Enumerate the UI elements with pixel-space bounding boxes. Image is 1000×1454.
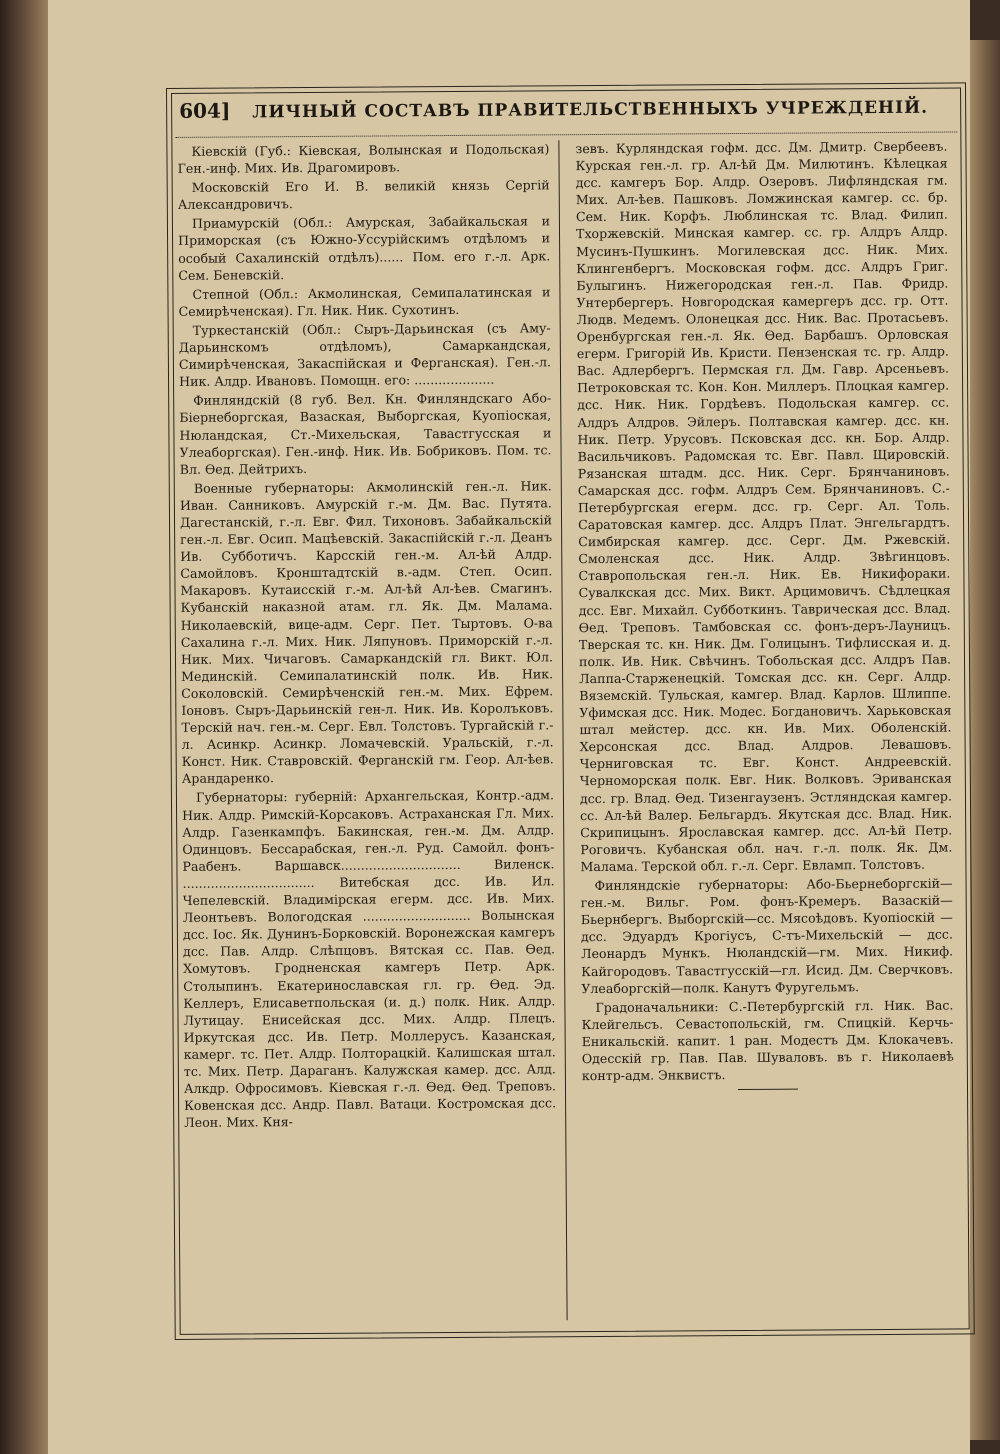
paragraph: Приамурскій (Обл.: Амурская, Забайкальская и Приморская (съ Южно-Уссурійскимъ отдѣломъ и особый Сахалинскій отдѣлъ)...... Пом. его г.-л. Арк. Сем. Беневскій. bbox=[178, 213, 551, 283]
paragraph: Степной (Обл.: Акмолинская, Семипалатинская и Семирѣченская). Гл. Ник. Ник. Сухотинъ. bbox=[178, 284, 551, 319]
paragraph: зевъ. Курляндская гофм. дсс. Дм. Дмитр. Свербеевъ. Курская ген.-л. гр. Ал-ѣй Дм. Милютинъ. Кѣлецкая дсс. камгеръ Бор. Алдр. Озеровъ. Лифляндская гм. Мих. Ал-ѣев. Пашковъ. Ломжинская камгер. сс. бр. Сем. Ник. Корфъ. Люблинская тс. Влад. Филип. Тхоржевскій. Минская камгер. сс. гр. Алдръ Алдр. Мусинъ-Пушкинъ. Могилевская дсс. Ник. Мих. Клингенбергъ. Московская гофм. дсс. Алдръ Григ. Булыгинъ. Нижегородская ген.-л. Пав. Фридр. Унтербергеръ. Новгородская камергеръ дсс. гр. Отт. Людв. Медемъ. Олонецкая дсс. Ник. Вас. Протасьевъ. Оренбургская ген.-л. Як. Ѳед. Барбашъ. Орловская егерм. Григорій Ив. Кристи. Пензенская тс. гр. Алдр. Вас. Адлербергъ. Пермская гл. Дм. Гавр. Арсеньевъ. Петроковская тс. Кон. Кон. Миллеръ. Плоцкая камгер. дсс. Ник. Ник. Гордѣевъ. Подольская камгер. сс. Алдръ Алдров. Эйлеръ. Полтавская камгер. дсс. кн. Ник. Петр. Урусовъ. Псковская дсс. кн. Бор. Алдр. Васильчиковъ. Радомская тс. Евг. Павл. Щировскій. Рязанская штадм. дсс. Ник. Серг. Брянчаниновъ. Самарская дсс. гофм. Алдръ Сем. Брянчаниновъ. С.-Петербургская егерм. дсс. гр. Серг. Ал. Толь. Саратовская камгер. дсс. Алдръ Плат. Энгельгардтъ. Симбирская камгер. дсс. Серг. Дм. Ржевскій. Смоленская дсс. Ник. Алдр. Звѣгинцовъ. Ставропольская ген.-л. Ник. Ев. Никифораки. Сувалкская дсс. Мих. Викт. Арцимовичъ. Сѣдлецкая дсс. Евг. Михайл. Субботкинъ. Таврическая дсс. Влад. Ѳед. Треповъ. Тамбовская сс. фонъ-деръ-Лауницъ. Тверская тс. кн. Ник. Дм. Голицынъ. Тифлисская и. д. полк. Ив. Ник. Свѣчинъ. Тобольская дсс. Алдръ Пав. Лаппа-Старженецкій. Томская дсс. кн. Серг. Алдр. Вяземскій. Тульская, камгер. Влад. Карлов. Шлиппе. Уфимская дсс. Ник. Модес. Богдановичъ. Харьковская штал мейстер. дсс. кн. Ив. Мих. Оболенскій. Херсонская дсс. Влад. Алдров. Левашовъ. Черниговская тс. Евг. Конст. Андреевскій. Черноморская полк. Евг. Ник. Волковъ. Эриванская дсс. гр. Влад. Ѳед. Тизенгаузенъ. Эстляндская камгер. сс. Ал-ѣй Валер. Бельгардъ. Якутская дсс. Влад. Ник. Скрипицынъ. Ярославская камгер. дсс. Ал-ѣй Петр. Роговичъ. Кубанская обл. нач. г.-л. полк. Як. Дм. Малама. Терской обл. г.-л. Серг. Евламп. Толстовъ. bbox=[575, 138, 953, 875]
column-divider bbox=[558, 140, 567, 1320]
paragraph: Губернаторы: губерній: Архангельская, Контр.-адм. Ник. Алдр. Римскій-Корсаковъ. Астраханская Гл. Мих. Алдр. Газенкампфъ. Бакинская, ген.-м. Дм. Алдр. Одинцовъ. Бессарабская, ген.-л. Руд. Самойл. фонъ-Раабенъ. Варшавск.............................. Виленск. ................................. Витебская дсс. Ив. Ил. Чепелевскій. Владимірская егерм. дсс. Ив. Мих. Леонтьевъ. Вологодская ........................... Волынская дсс. Іос. Як. Дунинъ-Борковскій. Воронежская камгеръ дсс. Пав. Алдр. Слѣпцовъ. Вятская сс. Пав. Ѳед. Хомутовъ. Гродненская камгеръ Петр. Арк. Столыпинъ. Екатеринославская гл. гр. Ѳед. Эд. Келлеръ, Елисаветпольская (и. д.) полк. Ник. Алдр. Лутицау. Енисейская дсс. Мих. Алдр. Плецъ. Иркутская дсс. Ив. Петр. Моллерусъ. Казанская, камерг. тс. Пет. Алдр. Полторацкій. Калишская штал. тс. Мих. Петр. Дараганъ. Калужская камер. дсс. Алд. Алкдр. Офросимовъ. Кіевская г.-л. Ѳед. Ѳед. Треповъ. Ковенская дсс. Андр. Павл. Ватаци. Костромская дсс. Леон. Мих. Кня- bbox=[182, 787, 557, 1131]
end-rule bbox=[738, 1089, 798, 1090]
paragraph: Градоначальники: С.-Петербургскій гл. Ник. Вас. Клейгельсъ. Севастопольскій, гм. Спицкій. Керчь-Еникальскій. капит. 1 ран. Модестъ Дм. Клокачевъ. Одесскій гр. Пав. Пав. Шуваловъ. въ г. Николаевѣ контр-адм. Энквистъ. bbox=[581, 997, 954, 1084]
paragraph: Финляндскій (8 губ. Вел. Кн. Финляндскаго Або-Біернеборгская, Вазаская, Выборгская, Куопіоская, Нюландская, Ст.-Михельская, Тавастгусская и Улеаборгская). Ген.-инф. Ник. Ив. Бобриковъ. Пом. тс. Вл. Ѳед. Дейтрихъ. bbox=[179, 390, 552, 477]
running-title: ЛИЧНЫЙ СОСТАВЪ ПРАВИТЕЛЬСТВЕННЫХЪ УЧРЕЖДЕНІЙ. bbox=[252, 97, 929, 123]
paragraph: Финляндскіе губернаторы: Або-Бьернеборгскій—ген.-м. Вильг. Ром. фонъ-Кремеръ. Вазаскій—Бьернбергъ. Выборгскій—сс. Мясоѣдовъ. Куопіоскій — дсс. Эдуардъ Крогіусъ, С-тъ-Михельскій — дсс. Леонардъ Мункъ. Нюландскій—гм. Мих. Никиф. Кайгородовъ. Тавастгусскій—гл. Исид. Дм. Сверчковъ. Улеаборгскій—полк. Канутъ Фуругельмъ. bbox=[580, 875, 954, 996]
page-number: 604] bbox=[179, 98, 231, 123]
book-page bbox=[48, 0, 970, 1454]
text-frame bbox=[166, 82, 975, 1340]
paragraph: Военные губернаторы: Акмолинскій ген.-л. Ник. Иван. Санниковъ. Амурскій г.-м. Дм. Вас. Путята. Дагестанскій, г.-л. Евг. Фил. Тихоновъ. Забайкальскій ген.-л. Евг. Осип. Мацѣевскій. Закаспійскій г.-л. Деанъ Ив. Субботичъ. Карсскій ген.-м. Ал-ѣй Алдр. Самойловъ. Кронштадтскій в.-адм. Степ. Осип. Макаровъ. Кутаисскій г.-м. Ал-ѣй Ал-ѣев. Смагинъ. Кубанскій наказной атам. гл. Як. Дм. Малама. Николаевскій, вице-адм. Серг. Пет. Тыртовъ. О-ва Сахалина г.-л. Мих. Ник. Ляпуновъ. Приморскій г.-л. Ник. Мих. Чичаговъ. Самаркандскій гл. Викт. Юл. Мединскій. Семипалатинскій полк. Ив. Ник. Соколовскій. Семирѣченскій ген.-м. Мих. Ефрем. Іоновъ. Сыръ-Дарьинскій ген-л. Ник. Ив. Королъковъ. Терскій нач. ген.-м. Серг. Евл. Толстовъ. Тургайскій г.-л. Асинкр. Асинкр. Ломачевскій. Уральскій, г.-л. Конст. Ник. Ставровскій. Ферганскій гм. Геор. Ал-ѣев. Арандаренко. bbox=[179, 478, 554, 787]
paragraph: Московскій Его И. В. великій князь Сергій Александровичъ. bbox=[177, 177, 550, 213]
paragraph: Туркестанскій (Обл.: Сыръ-Дарьинская (съ Аму-Дарьинскомъ отдѣломъ), Самаркандская, Симирѣченская, Закаспійская и Ферганская). Ген.-л. Ник. Алдр. Ивановъ. Помощн. его: .................... bbox=[178, 320, 551, 390]
paragraph: Кіевскій (Губ.: Кіевская, Волынская и Подольская) Ген.-инф. Мих. Ив. Драгомировъ. bbox=[177, 141, 550, 177]
left-column bbox=[177, 140, 557, 1323]
right-column bbox=[575, 138, 955, 1321]
